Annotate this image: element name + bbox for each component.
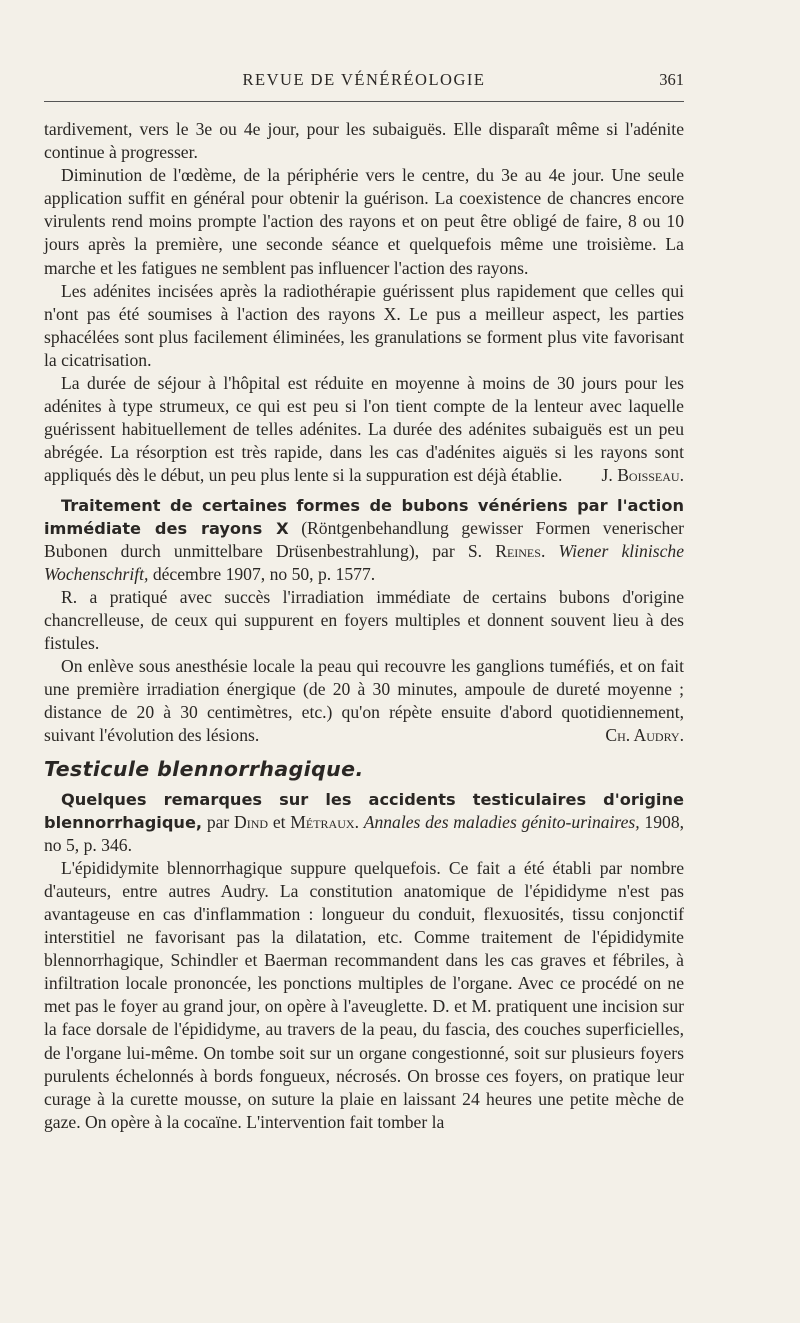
journal-name: Annales des maladies génito-urinaires, — [363, 811, 640, 832]
paragraph: Les adénites incisées après la radiothérapie guérissent plus rapidement que celles qui n'ont pas été soumises à l'action des rayons X. Le pus a meilleur aspect, les parties sphacélées sont plus facilement éliminées, les granulations se forment plus vite favorisant la cicatrisation. — [44, 280, 684, 370]
article-body — [44, 118, 684, 1134]
paragraph: Diminution de l'œdème, de la périphérie vers le centre, du 3e au 4e jour. Une seule application suffit en général pour obtenir la guérison. La coexistence de chancres encore virulents rend moins prompte l'action des rayons et on peut être obligé de faire, 8 ou 10 jours après la première, une seconde séance et quelquefois même une troisième. La marche et les fatigues ne semblent pas influencer l'action des rayons. — [44, 165, 684, 278]
reference-author: Reines — [495, 540, 541, 561]
article-title: Quelques remarques sur les accidents testiculaires d'origine blennorrhagique, — [44, 789, 684, 832]
author-signature: Ch. Audry. — [605, 725, 684, 746]
paragraph: R. a pratiqué avec succès l'irradiation immédiate de certains bubons d'origine chancrelleuse, de ceux qui suppurent en foyers multiples et donnent souvent lieu à des fistules. — [44, 586, 684, 654]
page-header — [44, 70, 684, 96]
paragraph-continuation: tardivement, vers le 3e ou 4e jour, pour les subaiguës. Elle disparaît même si l'adénite continue à progresser. — [44, 119, 684, 163]
reference-text: et — [268, 811, 291, 832]
reference-text: . — [540, 540, 559, 561]
page-number: 361 — [659, 70, 684, 89]
paragraph-text: La durée de séjour à l'hôpital est réduite en moyenne à moins de 30 jours pour les adénites à type strumeux, ce qui est peu si l'on tient compte de la lenteur avec laquelle guérissent habituellement de telles adénites. La durée des adénites subaiguës est un peu abrégée. La résorption est très rapide, dans les cas d'adénites aiguës si les rayons sont appliqués dès le début, un peu plus lente si la suppuration est déjà établie. — [44, 373, 684, 486]
paragraph-text: On enlève sous anesthésie locale la peau qui recouvre les ganglions tuméfiés, et on fait une première irradiation énergique (de 20 à 30 minutes, ampoule de dureté moyenne ; distance de 20 à 30 centimètres, etc.) qu'on répète ensuite d'abord quotidiennement, suivant l'évolution des lésions. — [44, 656, 684, 746]
reference-author: Métraux — [290, 811, 355, 832]
article-heading — [44, 788, 684, 857]
section-title: Testicule blennorrhagique. — [44, 756, 364, 781]
reference-text: 1908, no 5, p. 346. — [44, 811, 685, 855]
reference-text: décembre 1907, no 50, p. 1577. — [148, 563, 376, 584]
article-title: Traitement de certaines formes de bubons vénériens par l'action immédiate des rayons X — [44, 495, 684, 538]
running-head: REVUE DE VÉNÉRÉOLOGIE — [242, 70, 486, 89]
paragraph — [44, 655, 684, 747]
paragraph — [44, 372, 684, 487]
paragraph: L'épididymite blennorrhagique suppure quelquefois. Ce fait a été établi par nombre d'auteurs, entre autres Audry. La constitution anatomique de l'épididyme n'est pas avantageuse en cas d'inflammation : longueur du conduit, flexuosités, tissu conjonctif interstitiel ne favorisant pas la dilatation, etc. Comme traitement de l'épididymite blennorrhagique, Schindler et Baerman recommandent dans les cas graves et fébriles, à infiltration locale prononcée, les ponctions multiples de l'organe. Avec ce procédé on ne met pas le foyer au grand jour, on opère à l'aveuglette. D. et M. pratiquent une incision sur la face dorsale de l'épididyme, au travers de la peau, du fascia, des couches superficielles, de l'organe lui-même. On tombe soit sur un organe congestionné, soit sur plusieurs foyers purulents échelonnés à bords fongueux, nécrosés. On brosse ces foyers, on pratique leur curage à la curette mousse, on suture la plaie en laissant 24 heures une petite mèche de gaze. On opère à la cocaïne. L'intervention fait tomber la — [44, 857, 684, 1132]
header-rule — [44, 101, 684, 102]
article-heading — [44, 494, 684, 586]
journal-name: Wiener klinische Wochenschrift, — [44, 540, 684, 584]
reference-text: par — [202, 811, 235, 832]
author-signature: J. Boisseau. — [601, 465, 684, 486]
reference-author: Dind — [234, 811, 269, 832]
reference-text: . — [354, 811, 364, 832]
reference-text: (Röntgenbehandlung gewisser Formen venerischer Bubonen durch unmittelbare Drüsenbestrahlung), par S. — [44, 517, 685, 561]
